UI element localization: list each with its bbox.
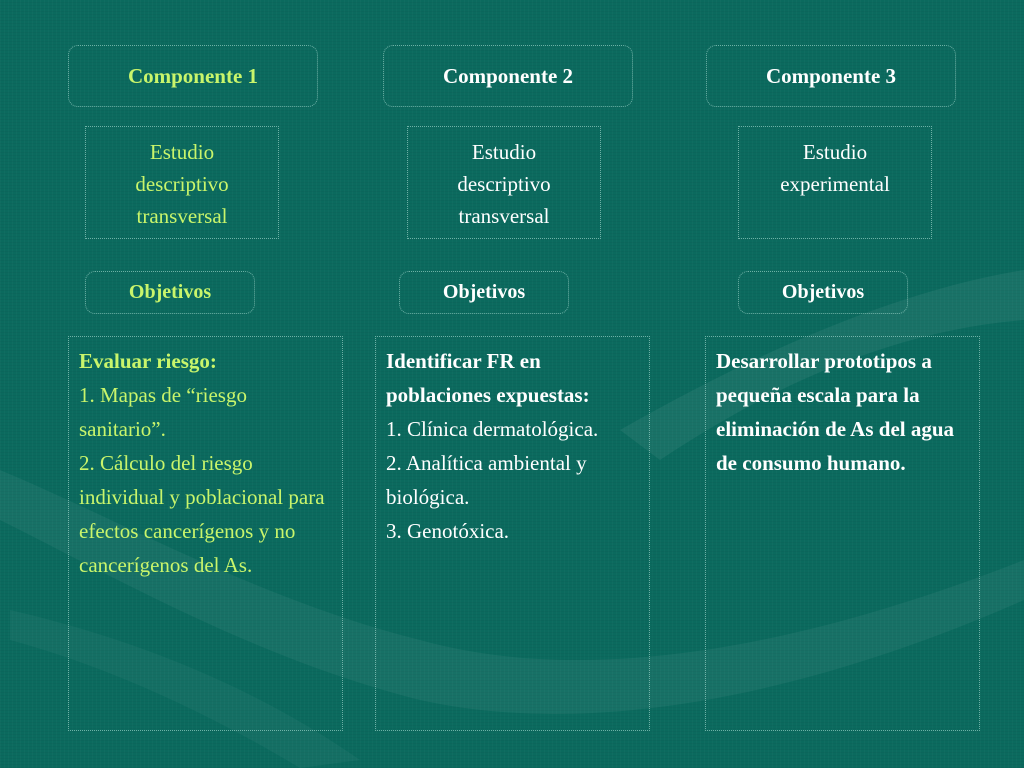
objective-item: 1. Clínica dermatológica. xyxy=(386,417,599,441)
objective-item: 3. Genotóxica. xyxy=(386,519,510,543)
objective-heading: Identificar FR en poblaciones expuestas: xyxy=(386,349,590,407)
component-2-title-text: Componente 2 xyxy=(442,63,574,88)
objective-heading: Evaluar riesgo: xyxy=(79,349,217,373)
objective-item: 2. Cálculo del riesgo individual y poblacional para efectos cancerígenos y no cancerígenos del As. xyxy=(79,451,325,577)
component-3-study-type xyxy=(738,126,932,239)
component-2-title xyxy=(383,45,633,107)
component-2-objectives-panel xyxy=(375,336,650,731)
study-line: transversal xyxy=(458,204,550,228)
component-1-study-type xyxy=(85,126,279,239)
component-1-title-text: Componente 1 xyxy=(127,63,259,88)
study-line: Estudio xyxy=(802,140,868,164)
objectives-label-text: Objetivos xyxy=(442,281,526,303)
study-line: descriptivo xyxy=(457,172,551,196)
objective-item: 2. Analítica ambiental y biológica. xyxy=(386,451,587,509)
study-line: Estudio xyxy=(471,140,537,164)
component-1-objectives-panel xyxy=(68,336,343,731)
component-1-title xyxy=(68,45,318,107)
component-2-study-type xyxy=(407,126,601,239)
objective-heading: Desarrollar prototipos a pequeña escala para la eliminación de As del agua de consumo humano. xyxy=(716,349,955,475)
component-3-objectives-panel xyxy=(705,336,980,731)
component-3-title xyxy=(706,45,956,107)
objectives-label-text: Objetivos xyxy=(128,281,212,303)
study-line: experimental xyxy=(780,172,890,196)
component-2-objectives-label xyxy=(399,271,569,314)
component-1-objectives-label xyxy=(85,271,255,314)
objectives-label-text: Objetivos xyxy=(781,281,865,303)
study-line: Estudio xyxy=(149,140,215,164)
objective-item: 1. Mapas de “riesgo sanitario”. xyxy=(79,383,247,441)
study-line: descriptivo xyxy=(135,172,229,196)
study-line: transversal xyxy=(136,204,228,228)
component-3-objectives-label xyxy=(738,271,908,314)
component-3-title-text: Componente 3 xyxy=(765,63,897,88)
